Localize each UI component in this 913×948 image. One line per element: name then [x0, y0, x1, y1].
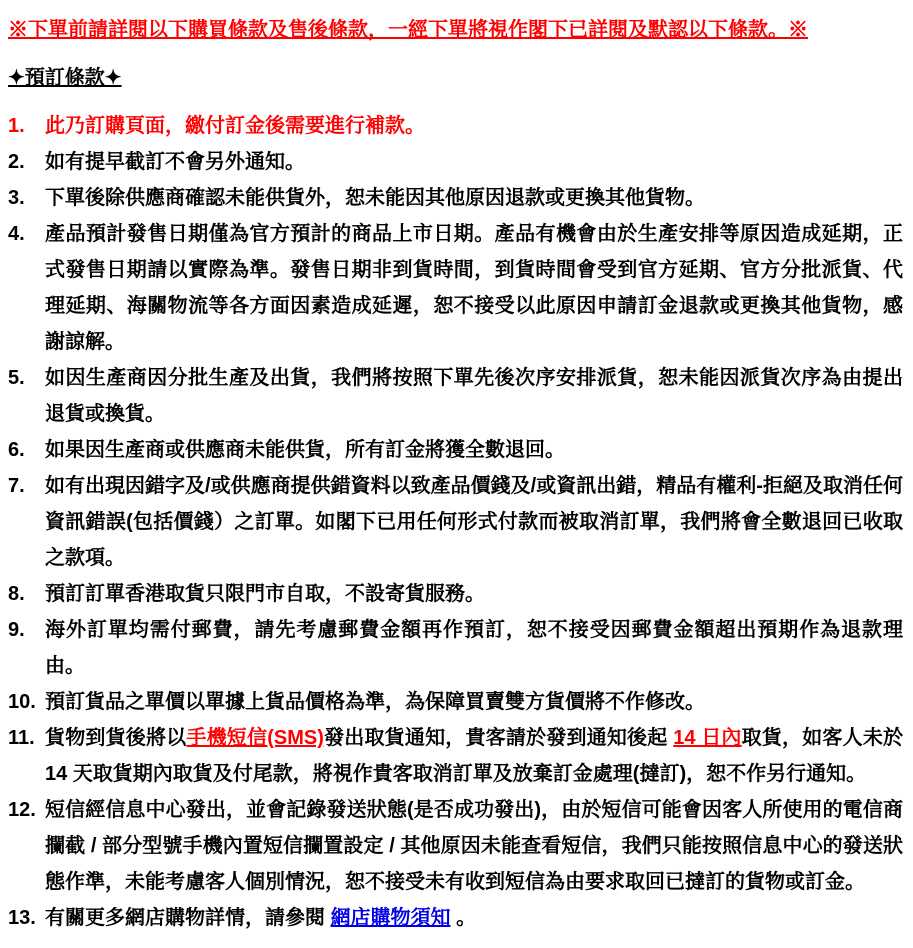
term-item [8, 612, 903, 684]
term-text [45, 468, 903, 576]
term-item [8, 900, 903, 936]
term-text-segment: 海外訂單均需付郵費，請先考慮郵費金額再作預訂，恕不接受因郵費金額超出預期作為退款理由。 [45, 619, 903, 677]
highlighted-text: 14 日內 [673, 727, 742, 749]
term-text [45, 216, 903, 360]
term-item [8, 720, 903, 792]
term-text [45, 900, 903, 936]
term-text-segment: 如果因生產商或供應商未能供貨，所有訂金將獲全數退回。 [45, 439, 565, 461]
term-text [45, 432, 903, 468]
term-text [45, 612, 903, 684]
term-number: 1. [8, 115, 25, 137]
term-number: 3. [8, 187, 25, 209]
term-text [45, 576, 903, 612]
term-number: 4. [8, 223, 25, 245]
terms-list [8, 108, 903, 936]
term-text-segment: 貨物到貨後將以 [45, 727, 187, 749]
term-item [8, 216, 903, 360]
purchase-notice-banner: ※下單前請詳閱以下購買條款及售後條款，一經下單將視作閣下已詳閱及默認以下條款。※ [8, 19, 808, 41]
term-number: 8. [8, 583, 25, 605]
term-text [45, 144, 903, 180]
term-item [8, 792, 903, 900]
term-text-segment: 預訂貨品之單價以單據上貨品價格為準，為保障買賣雙方貨價將不作修改。 [45, 691, 705, 713]
term-text [45, 180, 903, 216]
term-text-segment: 如有提早截訂不會另外通知。 [45, 151, 305, 173]
section-title-preorder-terms: ✦預訂條款✦ [8, 67, 122, 89]
term-text [45, 720, 903, 792]
term-text [45, 792, 903, 900]
term-number: 9. [8, 619, 25, 641]
term-number: 10. [8, 691, 36, 713]
term-text [45, 684, 903, 720]
term-text-segment: 如因生產商因分批生產及出貨，我們將按照下單先後次序安排派貨，恕未能因派貨次序為由提出退貨或換貨。 [45, 367, 903, 425]
term-item [8, 468, 903, 576]
term-item [8, 180, 903, 216]
term-item [8, 684, 903, 720]
term-text-segment: 此乃訂購頁面，繳付訂金後需要進行補款。 [45, 115, 425, 137]
term-text [45, 108, 903, 144]
term-number: 5. [8, 367, 25, 389]
term-text-segment: 有關更多網店購物詳情，請參閱 [45, 907, 331, 929]
term-text-segment: 產品預計發售日期僅為官方預計的商品上市日期。產品有機會由於生產安排等原因造成延期，正式發售日期請以實際為準。發售日期非到貨時間，到貨時間會受到官方延期、官方分批派貨、代理延期、海關物流等各方面因素造成延遲，恕不接受以此原因申請訂金退款或更換其他貨物，感謝諒解。 [45, 223, 903, 353]
term-text-segment: 如有出現因錯字及/或供應商提供錯資料以致產品價錢及/或資訊出錯，精品有權利-拒絕及取消任何資訊錯誤(包括價錢）之訂單。如閣下已用任何形式付款而被取消訂單，我們將會全數退回已收取之款項。 [45, 475, 903, 569]
term-text-segment: 。 [450, 907, 477, 929]
term-text-segment: 下單後除供應商確認未能供貨外，恕未能因其他原因退款或更換其他貨物。 [45, 187, 705, 209]
term-text [45, 360, 903, 432]
highlighted-text: 手機短信(SMS) [186, 727, 324, 749]
term-number: 11. [8, 727, 35, 749]
term-text-segment: 預訂訂單香港取貨只限門市自取，不設寄貨服務。 [45, 583, 485, 605]
term-number: 13. [8, 907, 36, 929]
term-item [8, 432, 903, 468]
term-item [8, 108, 903, 144]
term-number: 6. [8, 439, 25, 461]
term-text-segment: 發出取貨通知，貴客請於發到通知後起 [323, 727, 674, 749]
term-number: 2. [8, 151, 25, 173]
term-item [8, 360, 903, 432]
shop-guide-link[interactable]: 網店購物須知 [330, 907, 451, 929]
term-text-segment: 短信經信息中心發出，並會記錄發送狀態(是否成功發出)，由於短信可能會因客人所使用的電信商攔截 / 部分型號手機內置短信攔置設定 / 其他原因未能查看短信，我們只能按照信息中心的發送狀態作準，未能考慮客人個別情況，恕不接受未有收到短信為由要求取回已撻訂的貨物或訂金。 [45, 799, 903, 893]
term-item [8, 576, 903, 612]
term-item [8, 144, 903, 180]
term-text-segment: 取貨，如客人未於 14 天取貨期內取貨及付尾款，將視作貴客取消訂單及放棄訂金處理(撻訂)，恕不作另行通知。 [45, 727, 904, 785]
term-number: 7. [8, 475, 25, 497]
term-number: 12. [8, 799, 36, 821]
